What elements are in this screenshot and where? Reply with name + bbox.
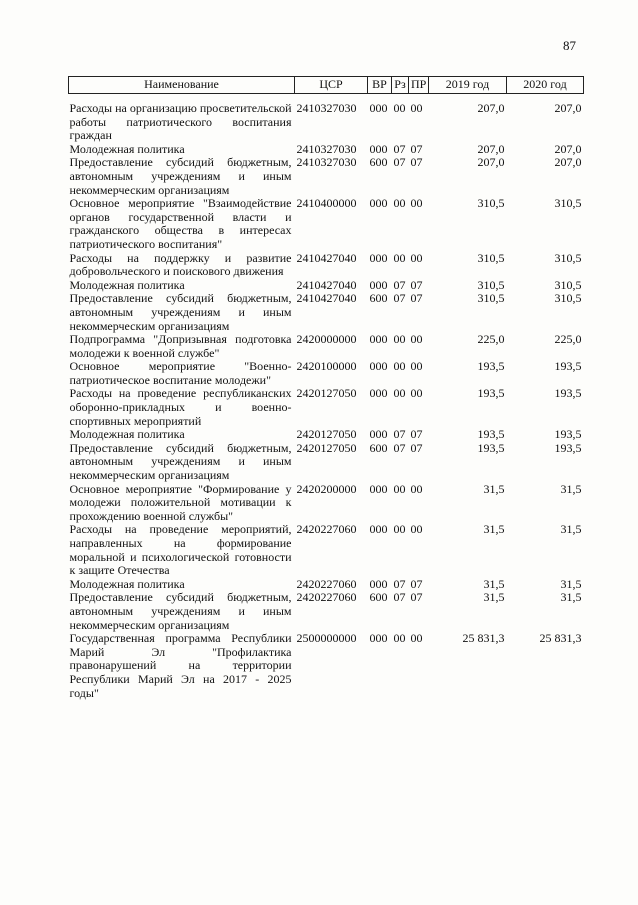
row-vr: 000 bbox=[369, 481, 388, 496]
row-amount-2020: 31,5 bbox=[560, 590, 582, 605]
row-vr: 600 bbox=[369, 291, 388, 306]
row-pr: 07 bbox=[410, 141, 423, 156]
row-amount-2020: 310,5 bbox=[554, 277, 582, 292]
row-csr: 2410427040 bbox=[296, 291, 357, 306]
row-pr: 00 bbox=[410, 481, 423, 496]
row-rz: 00 bbox=[393, 386, 406, 401]
row-csr: 2420127050 bbox=[296, 427, 357, 442]
row-vr: 000 bbox=[369, 196, 388, 211]
table-row bbox=[69, 360, 584, 387]
row-csr: 2420100000 bbox=[296, 359, 357, 374]
row-pr: 07 bbox=[410, 576, 423, 591]
row-csr: 2410327030 bbox=[296, 101, 357, 115]
row-pr: 07 bbox=[410, 291, 423, 306]
row-rz: 07 bbox=[393, 440, 406, 455]
row-rz: 07 bbox=[393, 291, 406, 306]
table-row bbox=[69, 442, 584, 483]
table-row bbox=[69, 143, 584, 157]
table-row bbox=[69, 252, 584, 279]
column-header-vr: ВР bbox=[368, 77, 392, 94]
row-name: Расходы на поддержку и развитие добровольческого и поискового движения bbox=[69, 250, 292, 279]
row-pr: 00 bbox=[410, 196, 423, 211]
column-header-2020: 2020 год bbox=[507, 77, 584, 94]
row-name: Основное мероприятие "Взаимодействие органов государственной власти и гражданского общества в интересах патриотического воспитания" bbox=[69, 196, 292, 251]
row-pr: 00 bbox=[410, 332, 423, 347]
row-pr: 00 bbox=[410, 101, 423, 115]
table-header bbox=[69, 77, 584, 94]
column-header-name: Наименование bbox=[69, 77, 295, 94]
row-pr: 00 bbox=[410, 631, 423, 646]
table-row bbox=[69, 523, 584, 577]
row-vr: 000 bbox=[369, 332, 388, 347]
row-vr: 000 bbox=[369, 386, 388, 401]
row-vr: 000 bbox=[369, 250, 388, 265]
row-amount-2019: 225,0 bbox=[477, 332, 505, 347]
row-name: Предоставление субсидий бюджетным, автономным учреждениям и иным некоммерческим организациям bbox=[69, 440, 292, 483]
row-pr: 07 bbox=[410, 427, 423, 442]
row-csr: 2500000000 bbox=[296, 631, 357, 646]
row-vr: 600 bbox=[369, 590, 388, 605]
row-rz: 00 bbox=[393, 101, 406, 115]
row-amount-2020: 193,5 bbox=[554, 386, 582, 401]
table-row bbox=[69, 279, 584, 293]
row-amount-2019: 25 831,3 bbox=[462, 631, 505, 646]
row-amount-2020: 193,5 bbox=[554, 427, 582, 442]
row-pr: 07 bbox=[410, 277, 423, 292]
row-amount-2019: 207,0 bbox=[477, 141, 505, 156]
row-amount-2020: 193,5 bbox=[554, 440, 582, 455]
row-name: Предоставление субсидий бюджетным, автономным учреждениям и иным некоммерческим организациям bbox=[69, 291, 292, 333]
row-vr: 000 bbox=[369, 141, 388, 156]
row-csr: 2420227060 bbox=[296, 576, 357, 591]
table-row bbox=[69, 333, 584, 360]
row-amount-2019: 207,0 bbox=[477, 155, 505, 170]
row-amount-2020: 31,5 bbox=[560, 481, 582, 496]
row-pr: 00 bbox=[410, 250, 423, 265]
row-vr: 000 bbox=[369, 631, 388, 646]
row-csr: 2410427040 bbox=[296, 277, 357, 292]
row-csr: 2420127050 bbox=[296, 440, 357, 455]
row-rz: 00 bbox=[393, 631, 406, 646]
table-row bbox=[69, 578, 584, 592]
row-amount-2019: 193,5 bbox=[477, 427, 505, 442]
row-name: Основное мероприятие "Военно-патриотическое воспитание молодежи" bbox=[69, 359, 292, 387]
row-amount-2019: 310,5 bbox=[477, 250, 505, 265]
row-amount-2019: 31,5 bbox=[483, 576, 505, 591]
row-csr: 2410400000 bbox=[296, 196, 357, 211]
row-pr: 07 bbox=[410, 155, 423, 170]
row-amount-2020: 31,5 bbox=[560, 576, 582, 591]
row-amount-2020: 225,0 bbox=[554, 332, 582, 347]
row-name: Расходы на организацию просветительской работы патриотического воспитания граждан bbox=[69, 101, 292, 143]
row-rz: 07 bbox=[393, 427, 406, 442]
row-rz: 00 bbox=[393, 250, 406, 265]
row-vr: 000 bbox=[369, 359, 388, 374]
row-rz: 00 bbox=[393, 196, 406, 211]
row-vr: 000 bbox=[369, 522, 388, 537]
row-amount-2019: 207,0 bbox=[477, 101, 505, 115]
table-row bbox=[69, 632, 584, 700]
table-row bbox=[69, 156, 584, 197]
row-name: Государственная программа Республики Марий Эл "Профилактика правонарушений на территории Республики Марий Эл на 2017 - 2025 годы" bbox=[69, 631, 292, 700]
row-amount-2019: 310,5 bbox=[477, 277, 505, 292]
row-pr: 00 bbox=[410, 386, 423, 401]
row-amount-2020: 207,0 bbox=[554, 155, 582, 170]
row-vr: 600 bbox=[369, 155, 388, 170]
row-amount-2019: 31,5 bbox=[483, 590, 505, 605]
row-csr: 2410327030 bbox=[296, 155, 357, 170]
row-pr: 07 bbox=[410, 590, 423, 605]
page-number: 87 bbox=[563, 38, 576, 53]
row-amount-2019: 31,5 bbox=[483, 522, 505, 537]
row-amount-2020: 310,5 bbox=[554, 250, 582, 265]
row-vr: 600 bbox=[369, 440, 388, 455]
row-name: Подпрограмма "Допризывная подготовка молодежи к военной службе" bbox=[69, 332, 292, 360]
row-pr: 07 bbox=[410, 440, 423, 455]
row-amount-2020: 310,5 bbox=[554, 291, 582, 306]
table-row bbox=[69, 428, 584, 442]
row-rz: 00 bbox=[393, 359, 406, 374]
row-vr: 000 bbox=[369, 427, 388, 442]
table-row bbox=[69, 197, 584, 251]
table-row bbox=[69, 387, 584, 428]
row-pr: 00 bbox=[410, 359, 423, 374]
row-amount-2020: 25 831,3 bbox=[539, 631, 582, 646]
row-amount-2019: 193,5 bbox=[477, 386, 505, 401]
table-body bbox=[69, 94, 584, 701]
budget-table bbox=[68, 76, 584, 700]
row-csr: 2420227060 bbox=[296, 590, 357, 605]
row-rz: 07 bbox=[393, 590, 406, 605]
row-amount-2020: 207,0 bbox=[554, 141, 582, 156]
column-header-rz: Рз bbox=[392, 77, 409, 94]
row-rz: 00 bbox=[393, 481, 406, 496]
row-vr: 000 bbox=[369, 101, 388, 115]
table-row bbox=[69, 483, 584, 524]
row-name: Молодежная политика bbox=[69, 141, 185, 156]
row-amount-2019: 310,5 bbox=[477, 196, 505, 211]
row-csr: 2410327030 bbox=[296, 141, 357, 156]
table-row bbox=[69, 591, 584, 632]
column-header-2019: 2019 год bbox=[429, 77, 507, 94]
row-rz: 00 bbox=[393, 522, 406, 537]
row-amount-2019: 31,5 bbox=[483, 481, 505, 496]
row-amount-2019: 310,5 bbox=[477, 291, 505, 306]
row-vr: 000 bbox=[369, 576, 388, 591]
row-rz: 07 bbox=[393, 277, 406, 292]
row-vr: 000 bbox=[369, 277, 388, 292]
row-name: Расходы на проведение мероприятий, направленных на формирование моральной и психологической готовности к защите Отечества bbox=[69, 522, 292, 578]
table-row bbox=[69, 292, 584, 333]
row-pr: 00 bbox=[410, 522, 423, 537]
row-amount-2019: 193,5 bbox=[477, 359, 505, 374]
row-csr: 2410427040 bbox=[296, 250, 357, 265]
row-name: Расходы на проведение республиканских оборонно-прикладных и военно-спортивных мероприятий bbox=[69, 386, 292, 428]
row-name: Молодежная политика bbox=[69, 576, 185, 591]
column-header-csr: ЦСР bbox=[295, 77, 368, 94]
row-name: Молодежная политика bbox=[69, 427, 185, 442]
row-amount-2019: 193,5 bbox=[477, 440, 505, 455]
row-rz: 07 bbox=[393, 576, 406, 591]
row-rz: 07 bbox=[393, 141, 406, 156]
row-name: Предоставление субсидий бюджетным, автономным учреждениям и иным некоммерческим организациям bbox=[69, 590, 292, 632]
column-header-pr: ПР bbox=[409, 77, 429, 94]
row-amount-2020: 310,5 bbox=[554, 196, 582, 211]
table-row bbox=[69, 94, 584, 143]
row-csr: 2420000000 bbox=[296, 332, 357, 347]
row-name: Основное мероприятие "Формирование у молодежи положительной мотивации к прохождению военной службы" bbox=[69, 481, 292, 523]
row-amount-2020: 207,0 bbox=[554, 101, 582, 115]
row-csr: 2420227060 bbox=[296, 522, 357, 537]
row-name: Предоставление субсидий бюджетным, автономным учреждениям и иным некоммерческим организациям bbox=[69, 155, 292, 197]
row-csr: 2420200000 bbox=[296, 481, 357, 496]
row-rz: 07 bbox=[393, 155, 406, 170]
row-rz: 00 bbox=[393, 332, 406, 347]
row-amount-2020: 193,5 bbox=[554, 359, 582, 374]
row-name: Молодежная политика bbox=[69, 277, 185, 292]
row-amount-2020: 31,5 bbox=[560, 522, 582, 537]
row-csr: 2420127050 bbox=[296, 386, 357, 401]
